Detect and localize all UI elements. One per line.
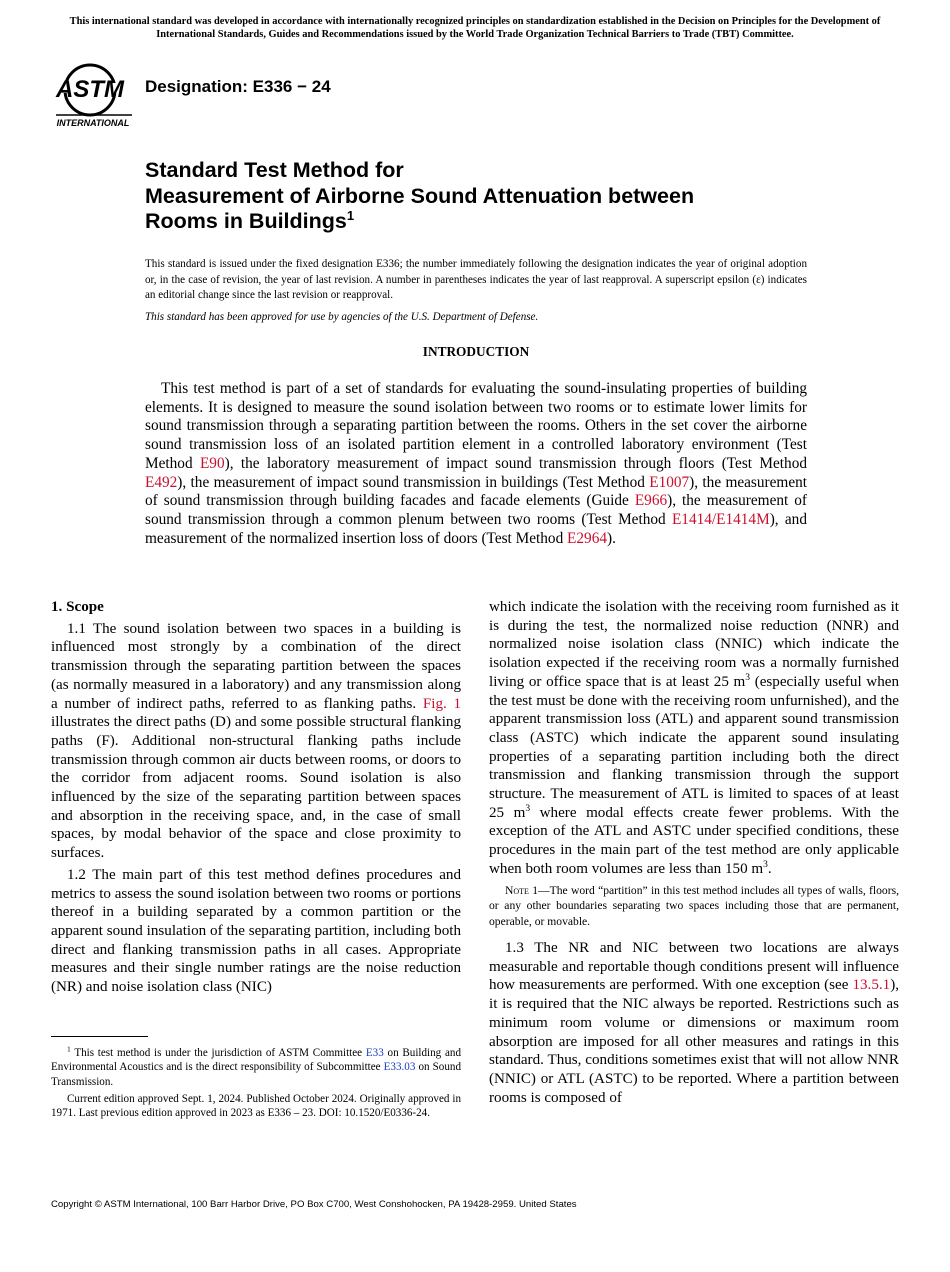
footnote-divider: [51, 1036, 148, 1037]
left-column: [51, 598, 461, 1000]
section-heading-scope: 1. Scope: [51, 599, 104, 615]
footnotes: [51, 1046, 461, 1123]
link-e33[interactable]: E33: [365, 1047, 384, 1059]
introduction-heading: INTRODUCTION: [422, 344, 530, 359]
tbt-notice: This international standard was developed in accordance with internationally recognized principles on standardization established in the Decision on Principles for the Development of International Standards, Guides and Recommendations issued by the World Trade Organization Technical Barriers to Trade (TBT) Committee.: [69, 16, 881, 40]
paragraph-1-2: 1.2 The main part of this test method defines procedures and metrics to assess the sound isolation between two rooms or portions thereof in a building separated by a common partition or the apparent sound insulation of the separating partition, including both direct and flanking transmission paths in all cases. Appropriate measures and their single number ratings are the noise reduction (NR) and noise isolation class (NIC): [51, 866, 461, 996]
edition-note: Current edition approved Sept. 1, 2024. Published October 2024. Originally approved in 1971. Last previous edition approved in 2023 as E336 – 23. DOI: 10.1520/E0336-24.: [51, 1092, 461, 1120]
note-1: Note 1—The word “partition” in this test method includes all types of walls, floors, or any other boundaries separating two spaces including those that are permanent, operable, or movable.: [489, 883, 899, 928]
issuance-statement: This standard is issued under the fixed designation E336; the number immediately following the designation indicates the year of original adoption or, in the case of revision, the year of last revision. A number in parentheses indicates the year of last reapproval. A superscript epsilon (ε) indicates an editorial change since the last revision or reapproval.: [145, 258, 807, 301]
link-e90[interactable]: E90: [199, 454, 225, 472]
right-column: [489, 598, 899, 1110]
link-e1414[interactable]: E1414/E1414M: [671, 510, 770, 528]
logo-subtext: INTERNATIONAL: [56, 118, 130, 128]
title-line-1: Standard Test Method for: [145, 158, 404, 182]
link-e966[interactable]: E966: [634, 492, 668, 510]
link-e33-03[interactable]: E33.03: [383, 1061, 416, 1074]
logo-text: ASTM: [56, 76, 124, 103]
astm-logo: [52, 55, 136, 133]
copyright-footer: Copyright © ASTM International, 100 Barr Harbor Drive, PO Box C700, West Conshohocken, PA 19428-2959. United States: [51, 1199, 577, 1210]
footnote-1: $^1$ This test method is under the jurisdiction of ASTM Committee E33 on Building and Environmental Acoustics and is the direct responsibility of Subcommittee E33.03 on Sound Transmission.: [51, 1044, 461, 1088]
paragraph-1-1: 1.1 The sound isolation between two spaces in a building is influenced most strongly by a combination of the direct transmission through the separating partition between the spaces (as normally measured in a laboratory) and any transmission along a number of indirect paths, referred to as flanking paths. Fig. 1 illustrates the direct paths (D) and some possible structural flanking paths (F). Additional non-structural flanking paths include transmission through common air ducts between rooms, or doors to the corridor from adjacent rooms. Sound isolation is also influenced by the size of the separating partition between spaces and absorption in the receiving space, and, in the case of small spaces, by modal behavior of the space and close proximity to surfaces.: [51, 620, 461, 862]
link-e492[interactable]: E492: [145, 473, 178, 491]
title-line-2: Measurement of Airborne Sound Attenuation between: [145, 183, 695, 208]
paragraph-1-2-continued: which indicate the isolation with the receiving room furnished as it is during the test, the normalized noise reduction (NNR) and normalized noise isolation class (NNIC) which indicate the isolation expected if the receiving room was a normally furnished living or office space that is at least 25 $m^3$ (especially useful when the test must be done with the receiving room unfurnished), and the apparent transmission loss (ATL) and apparent sound transmission class (ASTC) which indicate the apparent sound insulating properties of a separating partition including both the direct transmission and flanking transmission through the support structure. The measurement of ATL is limited to spaces of at least 25 $m^3$ where modal effects create fewer problems. With the exception of the ATL and ASTC under specified conditions, these procedures in the main part of the test method are only applicable when both room volumes are less than 150 $m^3$.: [489, 599, 899, 877]
document-title: [145, 158, 845, 235]
link-e2964[interactable]: E2964: [567, 529, 607, 547]
title-line-3: Rooms in Buildings: [145, 209, 347, 233]
title-footnote-mark: 1: [346, 207, 355, 223]
note-label: Note 1: [505, 883, 539, 897]
introduction-text: This test method is part of a set of standards for evaluating the sound-insulating properties of building elements. It is designed to measure the sound isolation between two rooms or to estimate lower limits for sound transmission through a separating partition between the rooms. Others in the set cover the airborne sound transmission loss of an isolated partition element in a controlled laboratory environment (Test Method E90), the laboratory measurement of impact sound transmission through floors (Test Method E492), the measurement of impact sound transmission in buildings (Test Method E1007), the measurement of sound transmission through building facades and facade elements (Guide E966), the measurement of sound transmission through a common plenum between two rooms (Test Method E1414/E1414M), and measurement of the normalized insertion loss of doors (Test Method E2964).: [145, 380, 808, 547]
link-e1007[interactable]: E1007: [649, 473, 690, 491]
link-13-5-1[interactable]: 13.5.1: [852, 977, 891, 994]
dod-approval-note: This standard has been approved for use by agencies of the U.S. Department of Defense.: [145, 311, 539, 323]
paragraph-1-3: 1.3 The NR and NIC between two locations are always measurable and reportable though conditions present will influence how measurements are performed. With one exception (see 13.5.1), it is required that the NIC always be reported. Restrictions such as minimum room volume or dimensions or maximum room absorption are imposed for all other measures and ratings in this standard. Thus, conditions sometimes exist that will not allow NNR (NNIC) or ATL (ASTC) to be reported. Where a partition between rooms is composed of: [489, 940, 899, 1106]
designation: Designation: E336 − 24: [145, 77, 331, 96]
link-fig-1[interactable]: Fig. 1: [422, 695, 461, 712]
